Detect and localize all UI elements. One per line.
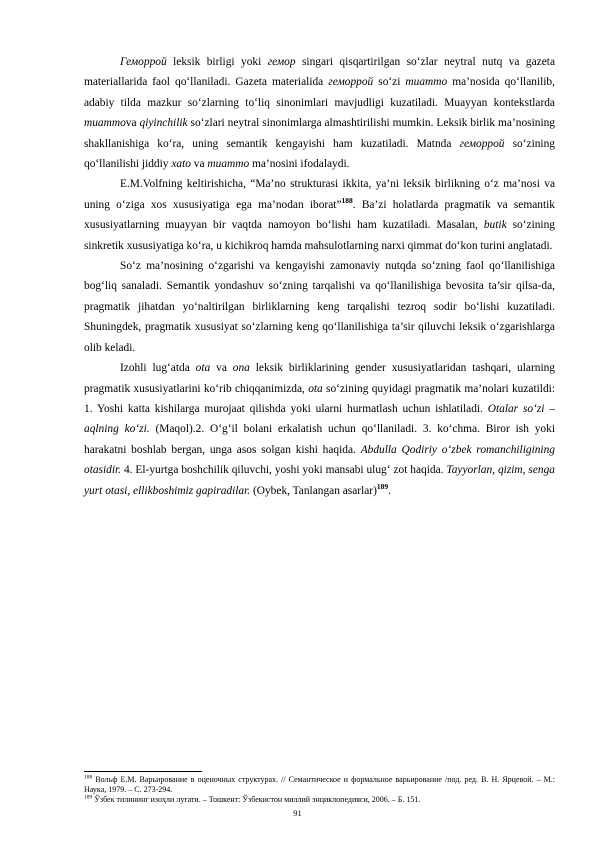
text-run: so‘zining quyidagi pragmatik ma’nolari kuzatildi: 1. Yoshi katta kishilarga murojaat qilishda yoki ularni hurmatlash uchun ishlatiladi.: [84, 382, 555, 415]
text-run: ma’nosini ifodalaydi.: [249, 158, 350, 171]
text-run: E.M.Volfning keltirishicha, “Ma’no strukturasi ikkita, ya’ni leksik birlikning o‘z ma’nosi va uning o‘ziga xos xususiyatiga ega ma’nodan iborat”: [84, 178, 555, 211]
text-run: so‘zlari neytral sinonimlarga almashtirilishi mumkin. Leksik birlik ma’nosining shakllanishiga ko‘ra, uning semantik kengayishi ham kuzatiladi. Matnda: [84, 117, 555, 150]
page-body: [84, 52, 555, 501]
text-run: leksik birligi yoki: [166, 56, 268, 68]
italic-text: butik: [483, 219, 507, 232]
italic-text: гемор: [267, 56, 296, 68]
italic-text: Abdulla Qodiriy o‘zbek romanchiligining otasidir.: [84, 443, 555, 477]
text-run: . Ba’zi holatlarda pragmatik va semantik xususiyatlarning muayyan bir vaqtda namoyon bo‘lishi ham kuzatiladi. Masalan,: [84, 198, 555, 232]
paragraph: [84, 256, 555, 358]
text-run: .: [388, 484, 391, 497]
italic-text: Tayyorlan, qizim, senga yurt otasi, ellikboshimiz gapiradilar.: [84, 464, 555, 497]
text-run: leksik birliklarining gender xususiyatlaridan tashqari, ularning pragmatik xususiyatlarini ko‘rib chiqqanimizda,: [84, 362, 555, 395]
italic-text: muammo: [84, 117, 126, 130]
text-run: Izohli lug‘atda: [120, 362, 196, 375]
italic-text: Геморрой: [120, 56, 167, 68]
text-run: va: [210, 362, 233, 375]
footnotes: [84, 775, 555, 806]
text-run: va: [125, 117, 140, 130]
italic-text: ota: [308, 382, 323, 395]
text-run: so‘zi: [373, 76, 406, 89]
page-number: 91: [293, 808, 302, 818]
footnote-text: Вольф Е.М. Варьирование в оценочных структурах. // Семантическое и формальное варьирование /под. ред. В. Н. Ярцевой. – М.: Наука, 1979. – С. 273-294.: [84, 775, 555, 795]
footnote-number: 189: [84, 794, 93, 801]
footnote-text: Ўзбек тилининг изоҳли луғати. – Тошкент: Ўзбекистон миллий энциклопедияси, 2006. – Б. 151.: [92, 795, 421, 805]
paragraph: [84, 358, 555, 501]
paragraph: [84, 52, 555, 174]
footnote-ref: 189: [376, 481, 389, 491]
italic-text: muammo: [405, 76, 448, 89]
text-run: So‘z ma’nosining o‘zgarishi va kengayishi zamonaviy nutqda so‘zning faol qo‘llanilishiga bog‘liq sanaladi. Semantik yondashuv so‘zning tarqalishi va qo‘llanilishiga bevosita ta’sir qilsa-da, pragmatik jihatdan yo‘naltirilgan birliklarning keng tarqalishi tezroq sodir bo‘lishi kuzatiladi. Shuningdek, pragmatik xususiyat so‘zlarning keng qo‘llanilishiga ta’sir qiluvchi leksik o‘zgarishlarga olib keladi.: [84, 260, 555, 354]
paragraph: [84, 174, 555, 256]
text-run: so‘zining sinkretik xususiyatiga ko‘ra, u kichikroq hamda mahsulotlarning narxi qimmat do‘kon turini anglatadi.: [84, 219, 555, 252]
italic-text: геморрой: [328, 76, 374, 89]
text-run: 4. El-yurtga boshchilik qiluvchi, yoshi yoki mansabi ulug‘ zot haqida.: [121, 464, 447, 477]
text-run: va: [190, 158, 208, 171]
text-run: (Oybek, Tanlangan asarlar): [250, 484, 377, 497]
text-run: singari qisqartirilgan so‘zlar neytral nutq va gazeta materiallarida faol qo‘llaniladi. Gazeta materialida: [84, 56, 555, 89]
footnote-divider: [84, 771, 202, 772]
footnote: [84, 775, 555, 795]
footnote-number: 188: [84, 774, 93, 781]
italic-text: muammo: [207, 158, 250, 171]
italic-text: Otalar so‘zi – aqlning ko‘zi.: [84, 402, 555, 436]
italic-text: геморрой: [459, 137, 505, 150]
footnote-ref: 188: [341, 196, 353, 206]
text-run: ma’nosida qo‘llanilib, adabiy tilda mazkur so‘zlarning to‘liq sinonimlari mavjudligi kuzatiladi. Muayyan kontekstlarda: [84, 76, 555, 109]
text-run: (Maqol).2. O‘g‘il bolani erkalatish uchun qo‘llaniladi. 3. ko‘chma. Biror ish yoki harakatni boshlab bergan, unga asos solgan kishi haqida.: [84, 423, 555, 456]
italic-text: xato: [171, 158, 191, 171]
italic-text: ona: [232, 362, 250, 375]
italic-text: ota: [195, 362, 211, 375]
footnote: [84, 795, 555, 805]
text-run: so‘zining qo‘llanilishi jiddiy: [84, 137, 555, 171]
italic-text: qiyinchilik: [139, 117, 188, 130]
